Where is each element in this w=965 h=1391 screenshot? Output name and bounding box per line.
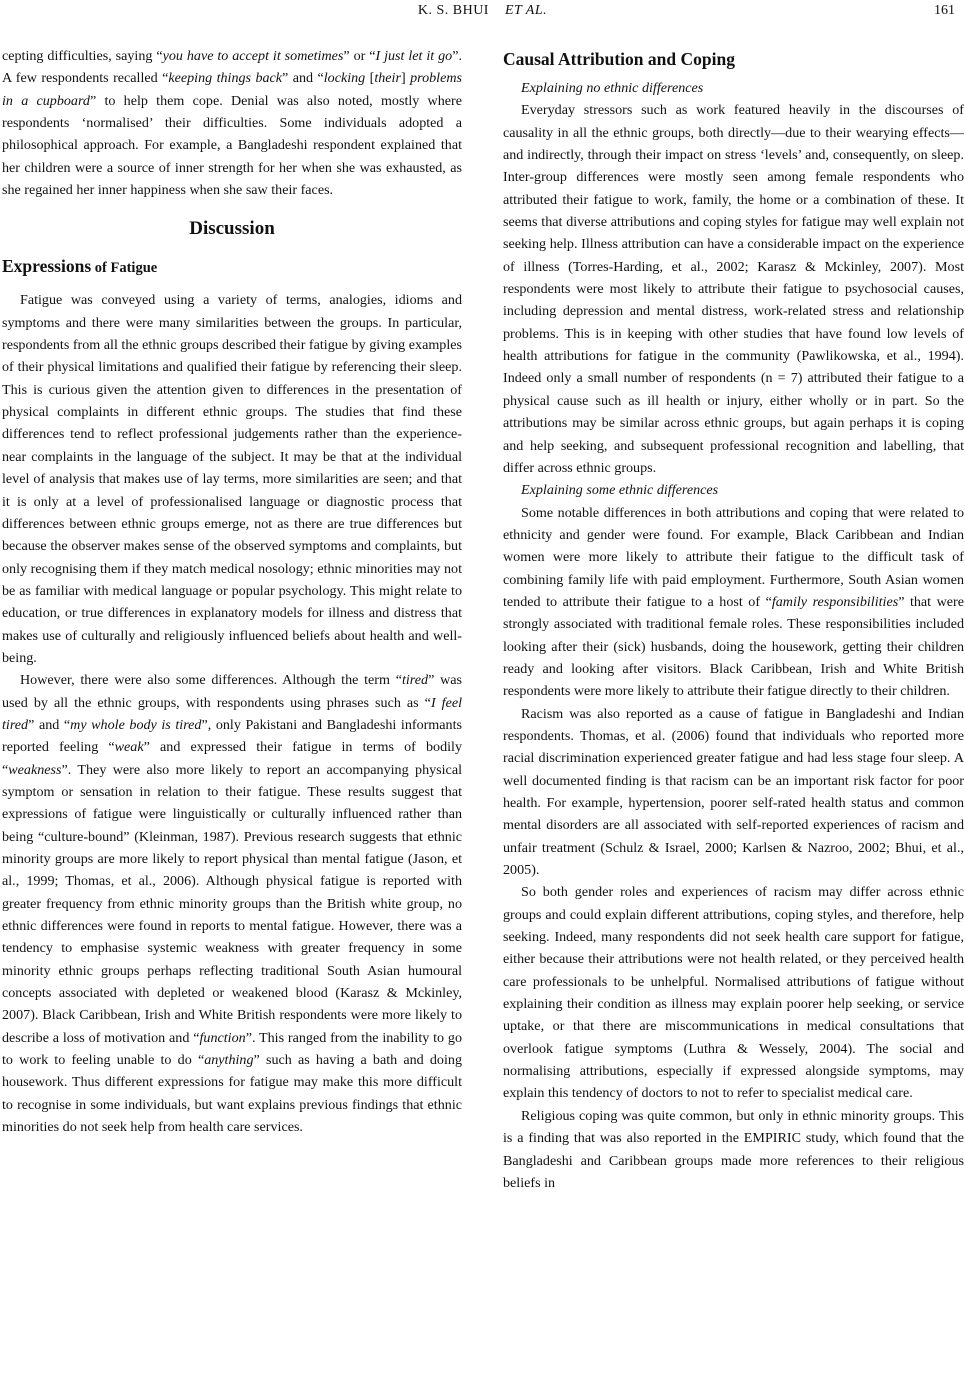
running-head-author: K. S. BHUI — [417, 3, 489, 18]
running-head — [0, 3, 965, 19]
left-paragraph-3: However, there were also some differences. Although the term “tired” was used by all the ethnic groups, with respondents using phrases such as “I feel tired” and “my whole body is tired”, only Pakistani and Bangladeshi informants reported feeling “weak” and expressed their fatigue in terms of bodily “weakness”. They were also more likely to report an accompanying physical symptom or sensation in relation to their fatigue. These results suggest that expressions of fatigue were linguistically or culturally influenced rather than being “culture-bound” (Kleinman, 1987). Previous research suggests that ethnic minority groups are more likely to report physical than mental fatigue (Jason, et al., 1999; Thomas, et al., 2006). Although physical fatigue is reported with greater frequency from ethnic minority groups than the British white group, no ethnic differences were found in reports to mental fatigue. However, there was a tendency to emphasise systemic weakness with greater frequency in some minority ethnic groups perhaps reflecting traditional South Asian humoural concepts associated with depleted or weakened blood (Karasz & Mckinley, 2007). Black Caribbean, Irish and White British respondents were more likely to describe a loss of motivation and “function”. This ranged from the inability to go to work to feeling unable to do “anything” such as having a bath and doing housework. Thus different expressions for fatigue may make this more difficult to recognise in some individuals, but want explains previous findings that ethnic minorities do not seek help from health care services. — [2, 672, 463, 1136]
left-paragraph-1: cepting difficulties, saying “you have to accept it sometimes” or “I just let it go”. A few respondents recalled “keeping things back” and “locking [their] problems in a cupboard” to help them cope. Denial was also noted, mostly where respondents ‘normalised’ their difficulties. Some individuals adopted a philosophical approach. For example, a Bangladeshi respondent explained that her children were a source of inner strength for her when she was exhausted, as she regained her inner happiness when she saw their faces. — [2, 48, 462, 199]
page-header — [0, 0, 965, 30]
right-paragraph-4: So both gender roles and experiences of racism may differ across ethnic groups and could explain different attributions, coping styles, and therefore, help seeking. Indeed, many respondents did not seek health care support for fatigue, either because their attributions were not health related, or they perceived health care professionals to be unhelpful. Normalised attributions of fatigue without explaining their condition as illness may explain poorer help seeking, or service uptake, or that there are miscommunications in medical consultations that overlook fatigue symptoms (Luthra & Wessely, 2004). The social and normalising attributions, especially if expressed alongside symptoms, may explain this tendency of doctors to not to refer to specialist medical care. — [503, 884, 964, 1102]
right-paragraph-3: Racism was also reported as a cause of fatigue in Bangladeshi and Indian respondents. Thomas, et al. (2006) found that individuals who reported more racial discrimination experienced greater fatigue and had less stage four sleep. A well documented finding is that racism can be an important risk factor for poor health. For example, hypertension, poorer self-rated health status and common mental disorders are all associated with self-reported experiences of racism and unfair treatment (Schulz & Israel, 2000; Karlsen & Nazroo, 2002; Bhui, et al., 2005). — [503, 705, 964, 879]
right-paragraph-5: Religious coping was quite common, but only in ethnic minority groups. This is a finding that was also reported in the EMPIRIC study, which found that the Bangladeshi and Caribbean groups made more references to their religious beliefs in — [503, 1107, 964, 1191]
left-column — [2, 45, 462, 1138]
expressions-heading: Expressions of Fatigue — [2, 256, 158, 277]
page-number: 161 — [934, 3, 955, 18]
subheading-some-ethnic-differences: Explaining some ethnic differences — [521, 482, 719, 499]
left-paragraph-2: Fatigue was conveyed using a variety of terms, analogies, idioms and symptoms and there were many similarities between the groups. In particular, respondents from all the ethnic groups described their fatigue by giving examples of their physical limitations and qualified their fatigue by referencing their sleep. This is curious given the attention given to differences in the presentation of physical complaints in different ethnic groups. The studies that find these differences tend to reflect professional judgements rather than the experience-near complaints in the language of the subject. It may be that at the individual level of analysis that makes use of lay terms, more similarities are seen; and that it is only at a level of professionalised language or diagnostic process that differences between ethnic groups emerge, not as there are true differences but because the observer makes sense of the observed symptoms and complaints, but only recognising them if they match medical nosology; ethnic minorities may not be as familiar with medical language or popular psychology. This might relate to education, or true differences in explanatory models for illness and distress that makes use of culturally and religiously influenced beliefs about health and well-being. — [2, 292, 462, 666]
subheading-no-ethnic-differences: Explaining no ethnic differences — [521, 80, 704, 96]
discussion-heading: Discussion — [189, 218, 275, 240]
right-column — [503, 45, 964, 1194]
causal-attribution-heading: Causal Attribution and Coping — [503, 49, 735, 69]
running-head-etal: ET AL. — [504, 3, 548, 18]
right-paragraph-1: Everyday stressors such as work featured heavily in the discourses of causality in all the ethnic groups, both directly—due to their wearying effects—and indirectly, through their impact on stress ‘levels’ and, consequently, on sleep. Inter-group differences were mostly seen among female respondents who attributed their fatigue to work, family, the home or a combination of these. It seems that diverse attributions and coping styles for fatigue may well explain not seeking help. Illness attribution can have a considerable impact on the experience of illness (Torres-Harding, et al., 2002; Karasz & Mckinley, 2007). Most respondents were most likely to attribute their fatigue to psychosocial causes, including depression and mental distress, work-related stress and relationship problems. This is in keeping with other studies that have found low levels of health attributions for fatigue in the community (Pawlikowska, et al., 1994). Indeed only a small number of respondents (n = 7) attributed their fatigue to a physical cause such as ill health or injury, either wholly or in part. So the attributions may be similar across ethnic groups, but again perhaps it is coping and help seeking, and subsequent professional recognition and labelling, that differ across ethnic groups. — [503, 102, 964, 476]
right-paragraph-2: Some notable differences in both attributions and coping that were related to ethnicity and gender were found. For example, Black Caribbean and Indian women were more likely to attribute their fatigue to the difficult task of combining family life with paid employment. Furthermore, South Asian women tended to attribute their fatigue to a host of “family responsibilities” that were strongly associated with traditional female roles. These responsibilities included looking after their (sick) husbands, doing the housework, getting their children ready and looking after visitors. Black Caribbean, Irish and White British respondents were more likely to attribute their fatigue directly to their children. — [503, 504, 964, 700]
